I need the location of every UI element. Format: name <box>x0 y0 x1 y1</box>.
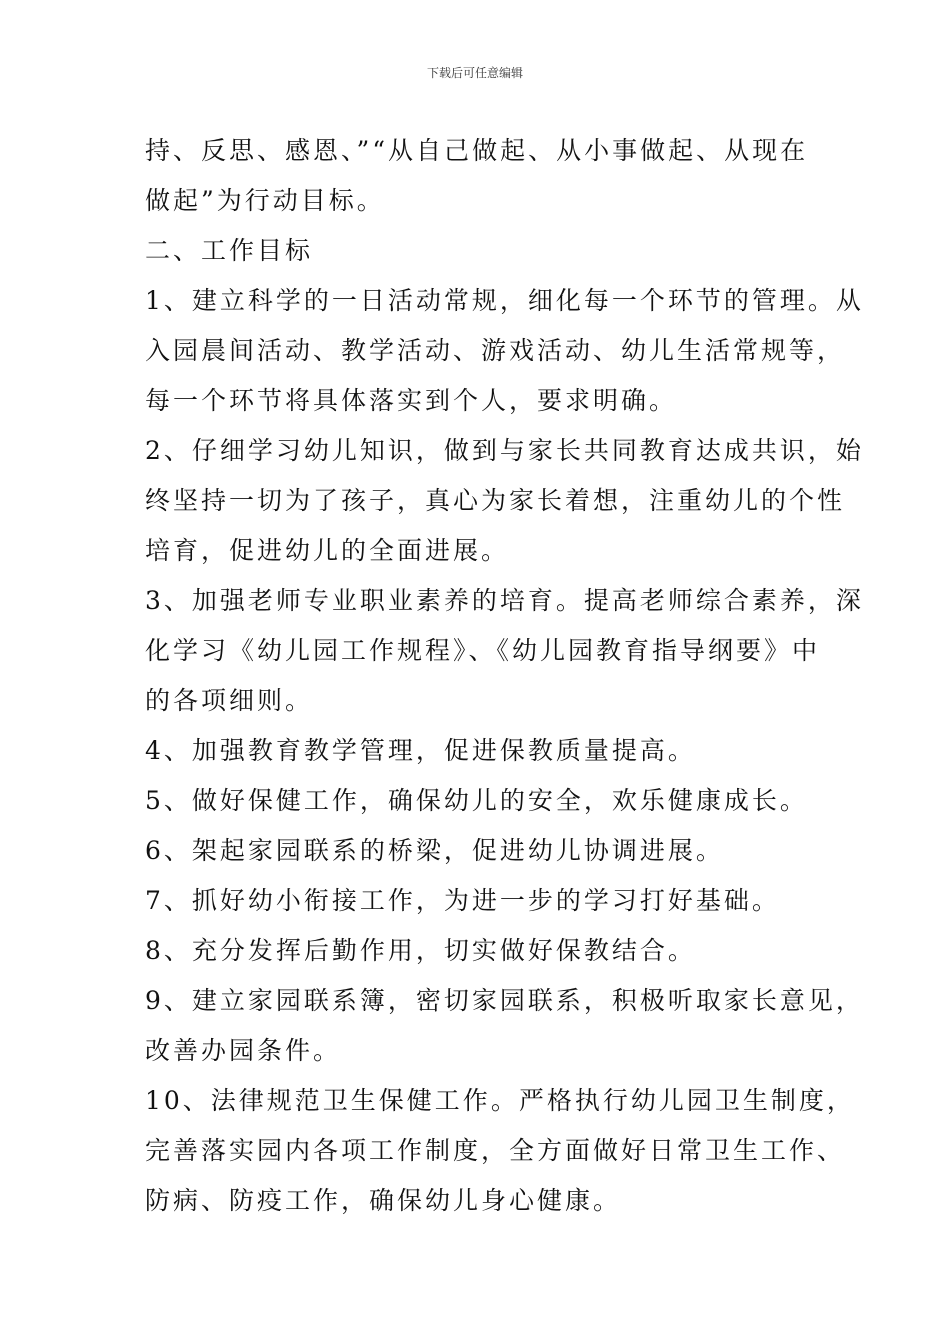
text-line: 培育，促进幼儿的全面进展。 <box>145 536 510 565</box>
text-line: 7、抓好幼小衔接工作，为进一步的学习打好基础。 <box>145 886 780 915</box>
text-line: 4、加强教育教学管理，促进保教质量提高。 <box>145 736 696 765</box>
text-line: 3、加强老师专业职业素养的培育。提高老师综合素养，深 <box>145 586 864 615</box>
header-note: 下载后可任意编辑 <box>426 66 523 80</box>
document-body <box>145 126 864 1226</box>
text-line: 入园晨间活动、教学活动、游戏活动、幼儿生活常规等， <box>145 336 846 365</box>
text-line: 做起”为行动目标。 <box>145 186 385 215</box>
text-line: 的各项细则。 <box>145 686 314 715</box>
text-line: 完善落实园内各项工作制度，全方面做好日常卫生工作、 <box>145 1136 846 1165</box>
text-line: 终坚持一切为了孩子，真心为家长着想，注重幼儿的个性 <box>145 486 846 515</box>
text-line: 10、法律规范卫生保健工作。严格执行幼儿园卫生制度， <box>145 1086 855 1115</box>
text-line: 防病、防疫工作，确保幼儿身心健康。 <box>145 1186 622 1215</box>
text-line: 改善办园条件。 <box>145 1036 342 1065</box>
text-line: 9、建立家园联系簿，密切家园联系，积极听取家长意见， <box>145 986 864 1015</box>
text-line: 2、仔细学习幼儿知识，做到与家长共同教育达成共识，始 <box>145 436 864 465</box>
text-line: 1、建立科学的一日活动常规，细化每一个环节的管理。从 <box>145 286 864 315</box>
text-line: 5、做好保健工作，确保幼儿的安全，欢乐健康成长。 <box>145 786 808 815</box>
text-line: 每一个环节将具体落实到个人，要求明确。 <box>145 386 678 415</box>
text-line: 6、架起家园联系的桥梁，促进幼儿协调进展。 <box>145 836 724 865</box>
text-line: 化学习《幼儿园工作规程》、《幼儿园教育指导纲要》中 <box>145 636 821 665</box>
section-heading: 二、工作目标 <box>145 236 314 265</box>
text-line: 8、充分发挥后勤作用，切实做好保教结合。 <box>145 936 696 965</box>
text-line: 持、反思、感恩、”“从自己做起、从小事做起、从现在 <box>145 136 809 165</box>
